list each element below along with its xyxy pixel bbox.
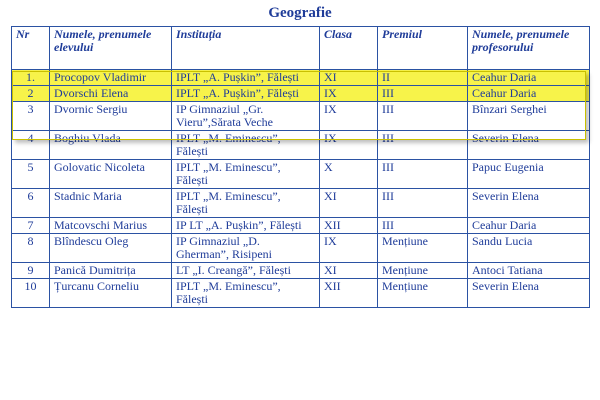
cell-teacher: Severin Elena bbox=[468, 131, 590, 160]
cell-teacher: Sandu Lucia bbox=[468, 234, 590, 263]
cell-student: Dvorschi Elena bbox=[50, 86, 172, 102]
table-row bbox=[12, 279, 590, 308]
cell-teacher: Severin Elena bbox=[468, 279, 590, 308]
cell-class: XI bbox=[320, 189, 378, 218]
cell-prize: Mențiune bbox=[378, 263, 468, 279]
cell-class: IX bbox=[320, 234, 378, 263]
cell-prize: III bbox=[378, 86, 468, 102]
table-row bbox=[12, 263, 590, 279]
cell-institution: IP Gimnaziul „Gr. Vieru”,Sărata Veche bbox=[172, 102, 320, 131]
cell-prize: III bbox=[378, 189, 468, 218]
header-nr: Nr bbox=[12, 27, 50, 70]
cell-teacher: Antoci Tatiana bbox=[468, 263, 590, 279]
cell-prize: Mențiune bbox=[378, 234, 468, 263]
cell-institution: IPLT „M. Eminescu”, Fălești bbox=[172, 160, 320, 189]
table-row bbox=[12, 86, 590, 102]
cell-institution: LT „I. Creangă”, Fălești bbox=[172, 263, 320, 279]
table-row bbox=[12, 189, 590, 218]
cell-teacher: Ceahur Daria bbox=[468, 70, 590, 86]
table-header-row bbox=[12, 27, 590, 70]
cell-class: IX bbox=[320, 131, 378, 160]
cell-student: Golovatic Nicoleta bbox=[50, 160, 172, 189]
cell-nr: 6 bbox=[12, 189, 50, 218]
header-teacher: Numele, prenumele profesorului bbox=[468, 27, 590, 70]
cell-class: X bbox=[320, 160, 378, 189]
cell-nr: 9 bbox=[12, 263, 50, 279]
cell-teacher: Severin Elena bbox=[468, 189, 590, 218]
cell-student: Matcovschi Marius bbox=[50, 218, 172, 234]
table-row bbox=[12, 102, 590, 131]
table-row bbox=[12, 70, 590, 86]
cell-nr: 5 bbox=[12, 160, 50, 189]
cell-student: Blîndescu Oleg bbox=[50, 234, 172, 263]
cell-institution: IPLT „A. Pușkin”, Fălești bbox=[172, 70, 320, 86]
cell-nr: 10 bbox=[12, 279, 50, 308]
cell-institution: IPLT „A. Pușkin”, Fălești bbox=[172, 86, 320, 102]
cell-class: XII bbox=[320, 218, 378, 234]
cell-prize: III bbox=[378, 218, 468, 234]
table-row bbox=[12, 234, 590, 263]
cell-nr: 3 bbox=[12, 102, 50, 131]
results-table bbox=[11, 26, 590, 308]
cell-student: Boghiu Vlada bbox=[50, 131, 172, 160]
cell-teacher: Ceahur Daria bbox=[468, 218, 590, 234]
table-row bbox=[12, 131, 590, 160]
cell-institution: IPLT „M. Eminescu”, Fălești bbox=[172, 189, 320, 218]
cell-class: IX bbox=[320, 86, 378, 102]
cell-prize: Mențiune bbox=[378, 279, 468, 308]
cell-nr: 1. bbox=[12, 70, 50, 86]
cell-student: Stadnic Maria bbox=[50, 189, 172, 218]
header-student: Numele, prenumele elevului bbox=[50, 27, 172, 70]
cell-student: Dvornic Sergiu bbox=[50, 102, 172, 131]
cell-class: XII bbox=[320, 279, 378, 308]
cell-student: Panică Dumitrița bbox=[50, 263, 172, 279]
table-row bbox=[12, 160, 590, 189]
cell-student: Procopov Vladimir bbox=[50, 70, 172, 86]
cell-prize: III bbox=[378, 131, 468, 160]
cell-teacher: Ceahur Daria bbox=[468, 86, 590, 102]
cell-teacher: Bînzari Serghei bbox=[468, 102, 590, 131]
cell-teacher: Papuc Eugenia bbox=[468, 160, 590, 189]
cell-student: Țurcanu Corneliu bbox=[50, 279, 172, 308]
cell-institution: IPLT „M. Eminescu”, Fălești bbox=[172, 131, 320, 160]
table-row bbox=[12, 218, 590, 234]
cell-nr: 2 bbox=[12, 86, 50, 102]
cell-prize: III bbox=[378, 160, 468, 189]
cell-class: XI bbox=[320, 263, 378, 279]
page-title: Geografie bbox=[268, 5, 332, 21]
cell-institution: IPLT „M. Eminescu”, Fălești bbox=[172, 279, 320, 308]
header-class: Clasa bbox=[320, 27, 378, 70]
cell-class: IX bbox=[320, 102, 378, 131]
cell-institution: IP Gimnaziul „D. Gherman”, Risipeni bbox=[172, 234, 320, 263]
cell-nr: 4 bbox=[12, 131, 50, 160]
cell-nr: 7 bbox=[12, 218, 50, 234]
cell-prize: III bbox=[378, 102, 468, 131]
header-institution: Instituția bbox=[172, 27, 320, 70]
cell-institution: IP LT „A. Pușkin”, Fălești bbox=[172, 218, 320, 234]
cell-prize: II bbox=[378, 70, 468, 86]
cell-class: XI bbox=[320, 70, 378, 86]
cell-nr: 8 bbox=[12, 234, 50, 263]
header-prize: Premiul bbox=[378, 27, 468, 70]
